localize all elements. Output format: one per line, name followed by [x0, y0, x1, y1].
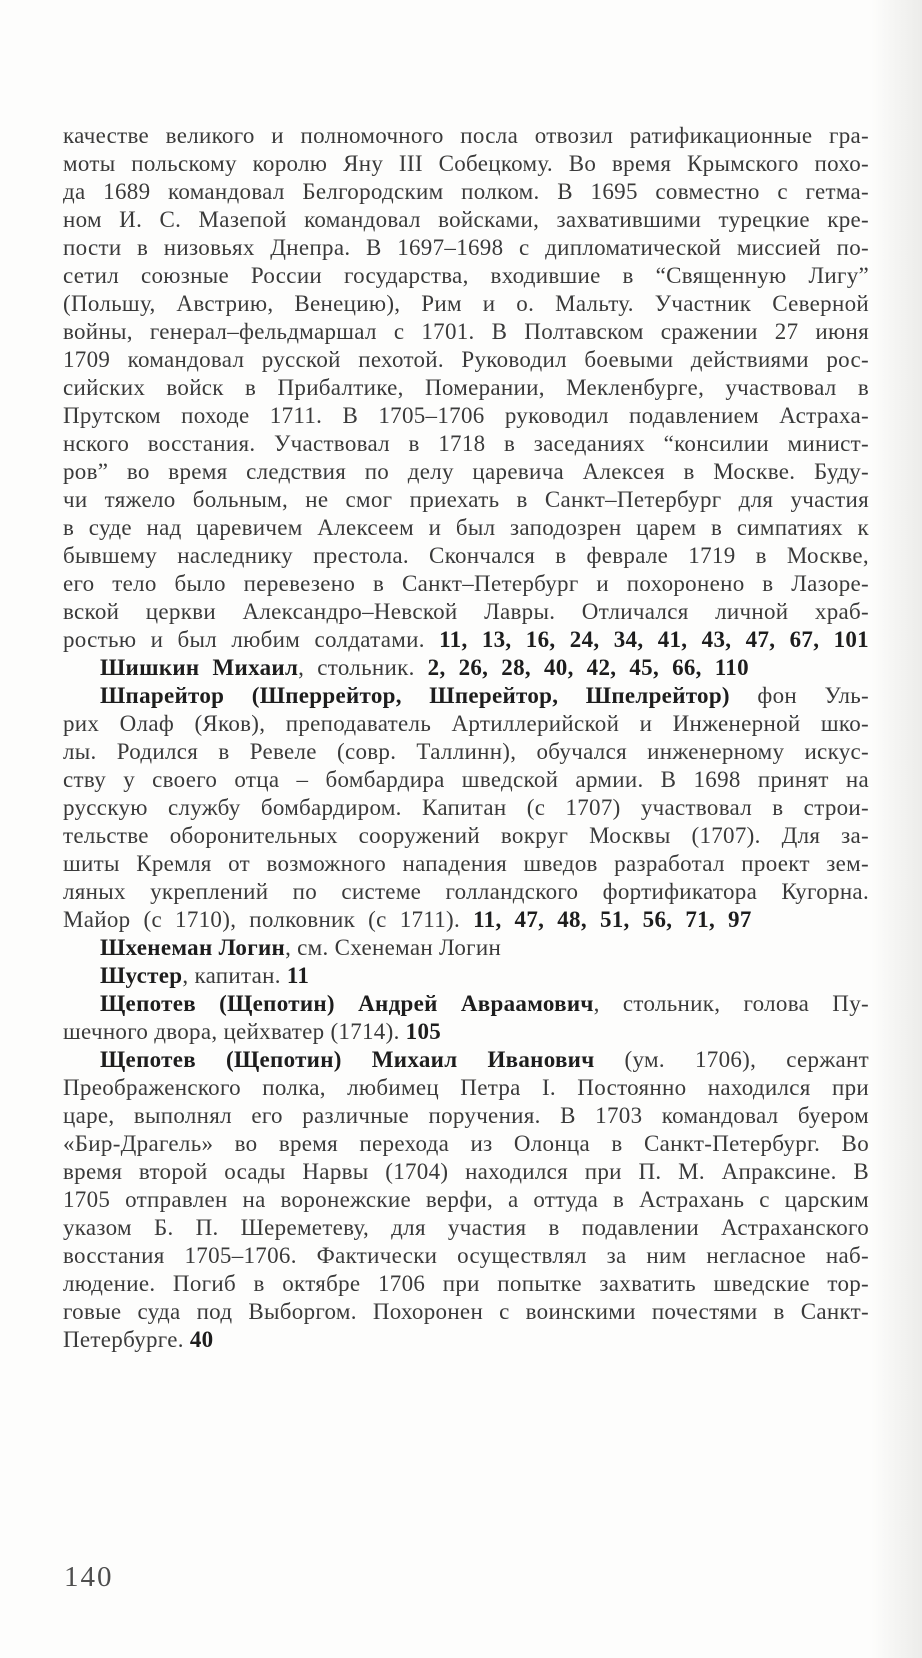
text-line [63, 346, 869, 374]
text-run: ном И. С. Мазепой командовал войсками, захватившими турецкие кре- [63, 207, 869, 232]
text-line [63, 934, 869, 962]
text-line [63, 150, 869, 178]
text-line [63, 1158, 869, 1186]
text-run: 1709 командовал русской пехотой. Руководил боевыми действиями рос- [63, 347, 869, 372]
text-line [63, 206, 869, 234]
bold-text-run: 2, 26, 28, 40, 42, 45, 66, 110 [427, 655, 749, 680]
text-line [63, 234, 869, 262]
text-line [63, 1326, 869, 1354]
text-line [63, 570, 869, 598]
text-line [63, 710, 869, 738]
text-line [63, 794, 869, 822]
text-run: лы. Родился в Ревеле (совр. Таллинн), обучался инженерному искус- [63, 739, 869, 764]
text-line [63, 1046, 869, 1074]
text-line [63, 626, 869, 654]
text-line [63, 542, 869, 570]
page-text [63, 122, 869, 1354]
text-run: тельстве оборонительных сооружений вокруг Москвы (1707). Для за- [63, 823, 869, 848]
text-line [63, 1242, 869, 1270]
text-line [63, 962, 869, 990]
text-run: ров” во время следствия по делу царевича Алексея в Москве. Буду- [63, 459, 869, 484]
text-line [63, 990, 869, 1018]
text-line [63, 262, 869, 290]
text-run: ляных укреплений по системе голландского фортификатора Кугорна. [63, 879, 869, 904]
text-run: русскую службу бомбардиром. Капитан (с 1707) участвовал в строи- [63, 795, 869, 820]
text-run: , капитан. [182, 963, 287, 988]
text-line [63, 374, 869, 402]
text-line [63, 486, 869, 514]
text-run: время второй осады Нарвы (1704) находился при П. М. Апраксине. В [63, 1159, 869, 1184]
text-line [63, 178, 869, 206]
text-run: вской церкви Александро–Невской Лавры. Отличался личной храб- [63, 599, 869, 624]
bold-text-run: 105 [405, 1019, 442, 1044]
text-line [63, 458, 869, 486]
bold-text-run: Шпарейтор (Шперрейтор, Шперейтор, Шпелрейтор) [100, 683, 730, 708]
bold-text-run: 11 [286, 963, 310, 988]
text-line [63, 1102, 869, 1130]
text-line [63, 682, 869, 710]
text-run: да 1689 командовал Белгородским полком. В 1695 совместно с гетма- [63, 179, 869, 204]
text-run: Преображенского полка, любимец Петра I. Постоянно находился при [63, 1075, 869, 1100]
text-run: говые суда под Выборгом. Похоронен с воинскими почестями в Санкт- [63, 1299, 869, 1324]
text-run: шечного двора, цейхватер (1714). [63, 1019, 406, 1044]
text-run: его тело было перевезено в Санкт–Петербург и похоронено в Лазоре- [63, 571, 869, 596]
text-line [63, 850, 869, 878]
text-run: сетил союзные России государства, входившие в “Священную Лигу” [63, 263, 869, 288]
text-line [63, 598, 869, 626]
text-run: (ум. 1706), сержант [594, 1047, 869, 1072]
text-run: сийских войск в Прибалтике, Померании, Мекленбурге, участвовал в [63, 375, 869, 400]
text-run: войны, генерал–фельдмаршал с 1701. В Полтавском сражении 27 июня [63, 319, 869, 344]
text-line [63, 430, 869, 458]
text-line [63, 878, 869, 906]
page-number: 140 [64, 1561, 114, 1593]
bold-text-run: 40 [189, 1327, 214, 1352]
text-run: , стольник, голова Пу- [593, 991, 869, 1016]
text-run: «Бир-Драгель» во время перехода из Олонца в Санкт-Петербург. Во [63, 1131, 869, 1156]
text-line [63, 1130, 869, 1158]
text-run: пости в низовьях Днепра. В 1697–1698 с дипломатической миссией по- [63, 235, 869, 260]
text-line [63, 402, 869, 430]
text-line [63, 654, 869, 682]
text-run: моты польскому королю Яну III Собецкому. Во время Крымского похо- [63, 151, 869, 176]
text-line [63, 1298, 869, 1326]
bold-text-run: Шустер [100, 963, 183, 988]
text-run: бывшему наследнику престола. Скончался в феврале 1719 в Москве, [63, 543, 869, 568]
text-run: фон Уль- [729, 683, 869, 708]
text-run: ростью и был любим солдатами. [63, 627, 440, 652]
text-line [63, 1074, 869, 1102]
text-line [63, 1214, 869, 1242]
text-run: рих Олаф (Яков), преподаватель Артиллерийской и Инженерной шко- [63, 711, 869, 736]
text-run: Майор (с 1710), полковник (с 1711). [63, 907, 474, 932]
text-run: нского восстания. Участвовал в 1718 в заседаниях “консилии минист- [63, 431, 869, 456]
text-line [63, 514, 869, 542]
text-run: чи тяжело больным, не смог приехать в Санкт–Петербург для участия [63, 487, 869, 512]
text-line [63, 766, 869, 794]
text-run: указом Б. П. Шереметеву, для участия в подавлении Астраханского [63, 1215, 869, 1240]
text-line [63, 318, 869, 346]
text-run: Прутском походе 1711. В 1705–1706 руководил подавлением Астраха- [63, 403, 869, 428]
text-run: восстания 1705–1706. Фактически осуществлял за ним негласное наб- [63, 1243, 869, 1268]
text-line [63, 290, 869, 318]
bold-text-run: 11, 47, 48, 51, 56, 71, 97 [473, 907, 752, 932]
text-line [63, 1018, 869, 1046]
text-line [63, 822, 869, 850]
text-run: людение. Погиб в октябре 1706 при попытке захватить шведские тор- [63, 1271, 869, 1296]
text-run: Петербурге. [63, 1327, 190, 1352]
text-run: шиты Кремля от возможного нападения шведов разработал проект зем- [63, 851, 869, 876]
text-line [63, 906, 869, 934]
bold-text-run: Щепотев (Щепотин) Андрей Авраамович [100, 991, 594, 1016]
bold-text-run: Шишкин Михаил [100, 655, 299, 680]
text-line [63, 122, 869, 150]
text-run: 1705 отправлен на воронежские верфи, а оттуда в Астрахань с царским [63, 1187, 869, 1212]
text-line [63, 738, 869, 766]
text-run: ству у своего отца – бомбардира шведской армии. В 1698 принят на [63, 767, 869, 792]
text-run: в суде над царевичем Алексеем и был заподозрен царем в симпатиях к [63, 515, 869, 540]
text-run: качестве великого и полномочного посла отвозил ратификационные гра- [63, 123, 869, 148]
bold-text-run: Шхенеман Логин [100, 935, 286, 960]
text-run: , см. Схенеман Логин [285, 935, 502, 960]
text-run: , стольник. [298, 655, 428, 680]
bold-text-run: 11, 13, 16, 24, 34, 41, 43, 47, 67, 101 [439, 627, 869, 652]
bold-text-run: Щепотев (Щепотин) Михаил Иванович [100, 1047, 595, 1072]
text-run: царе, выполнял его различные поручения. В 1703 командовал буером [63, 1103, 869, 1128]
text-line [63, 1186, 869, 1214]
text-line [63, 1270, 869, 1298]
text-run: (Польшу, Австрию, Венецию), Рим и о. Мальту. Участник Северной [63, 291, 869, 316]
